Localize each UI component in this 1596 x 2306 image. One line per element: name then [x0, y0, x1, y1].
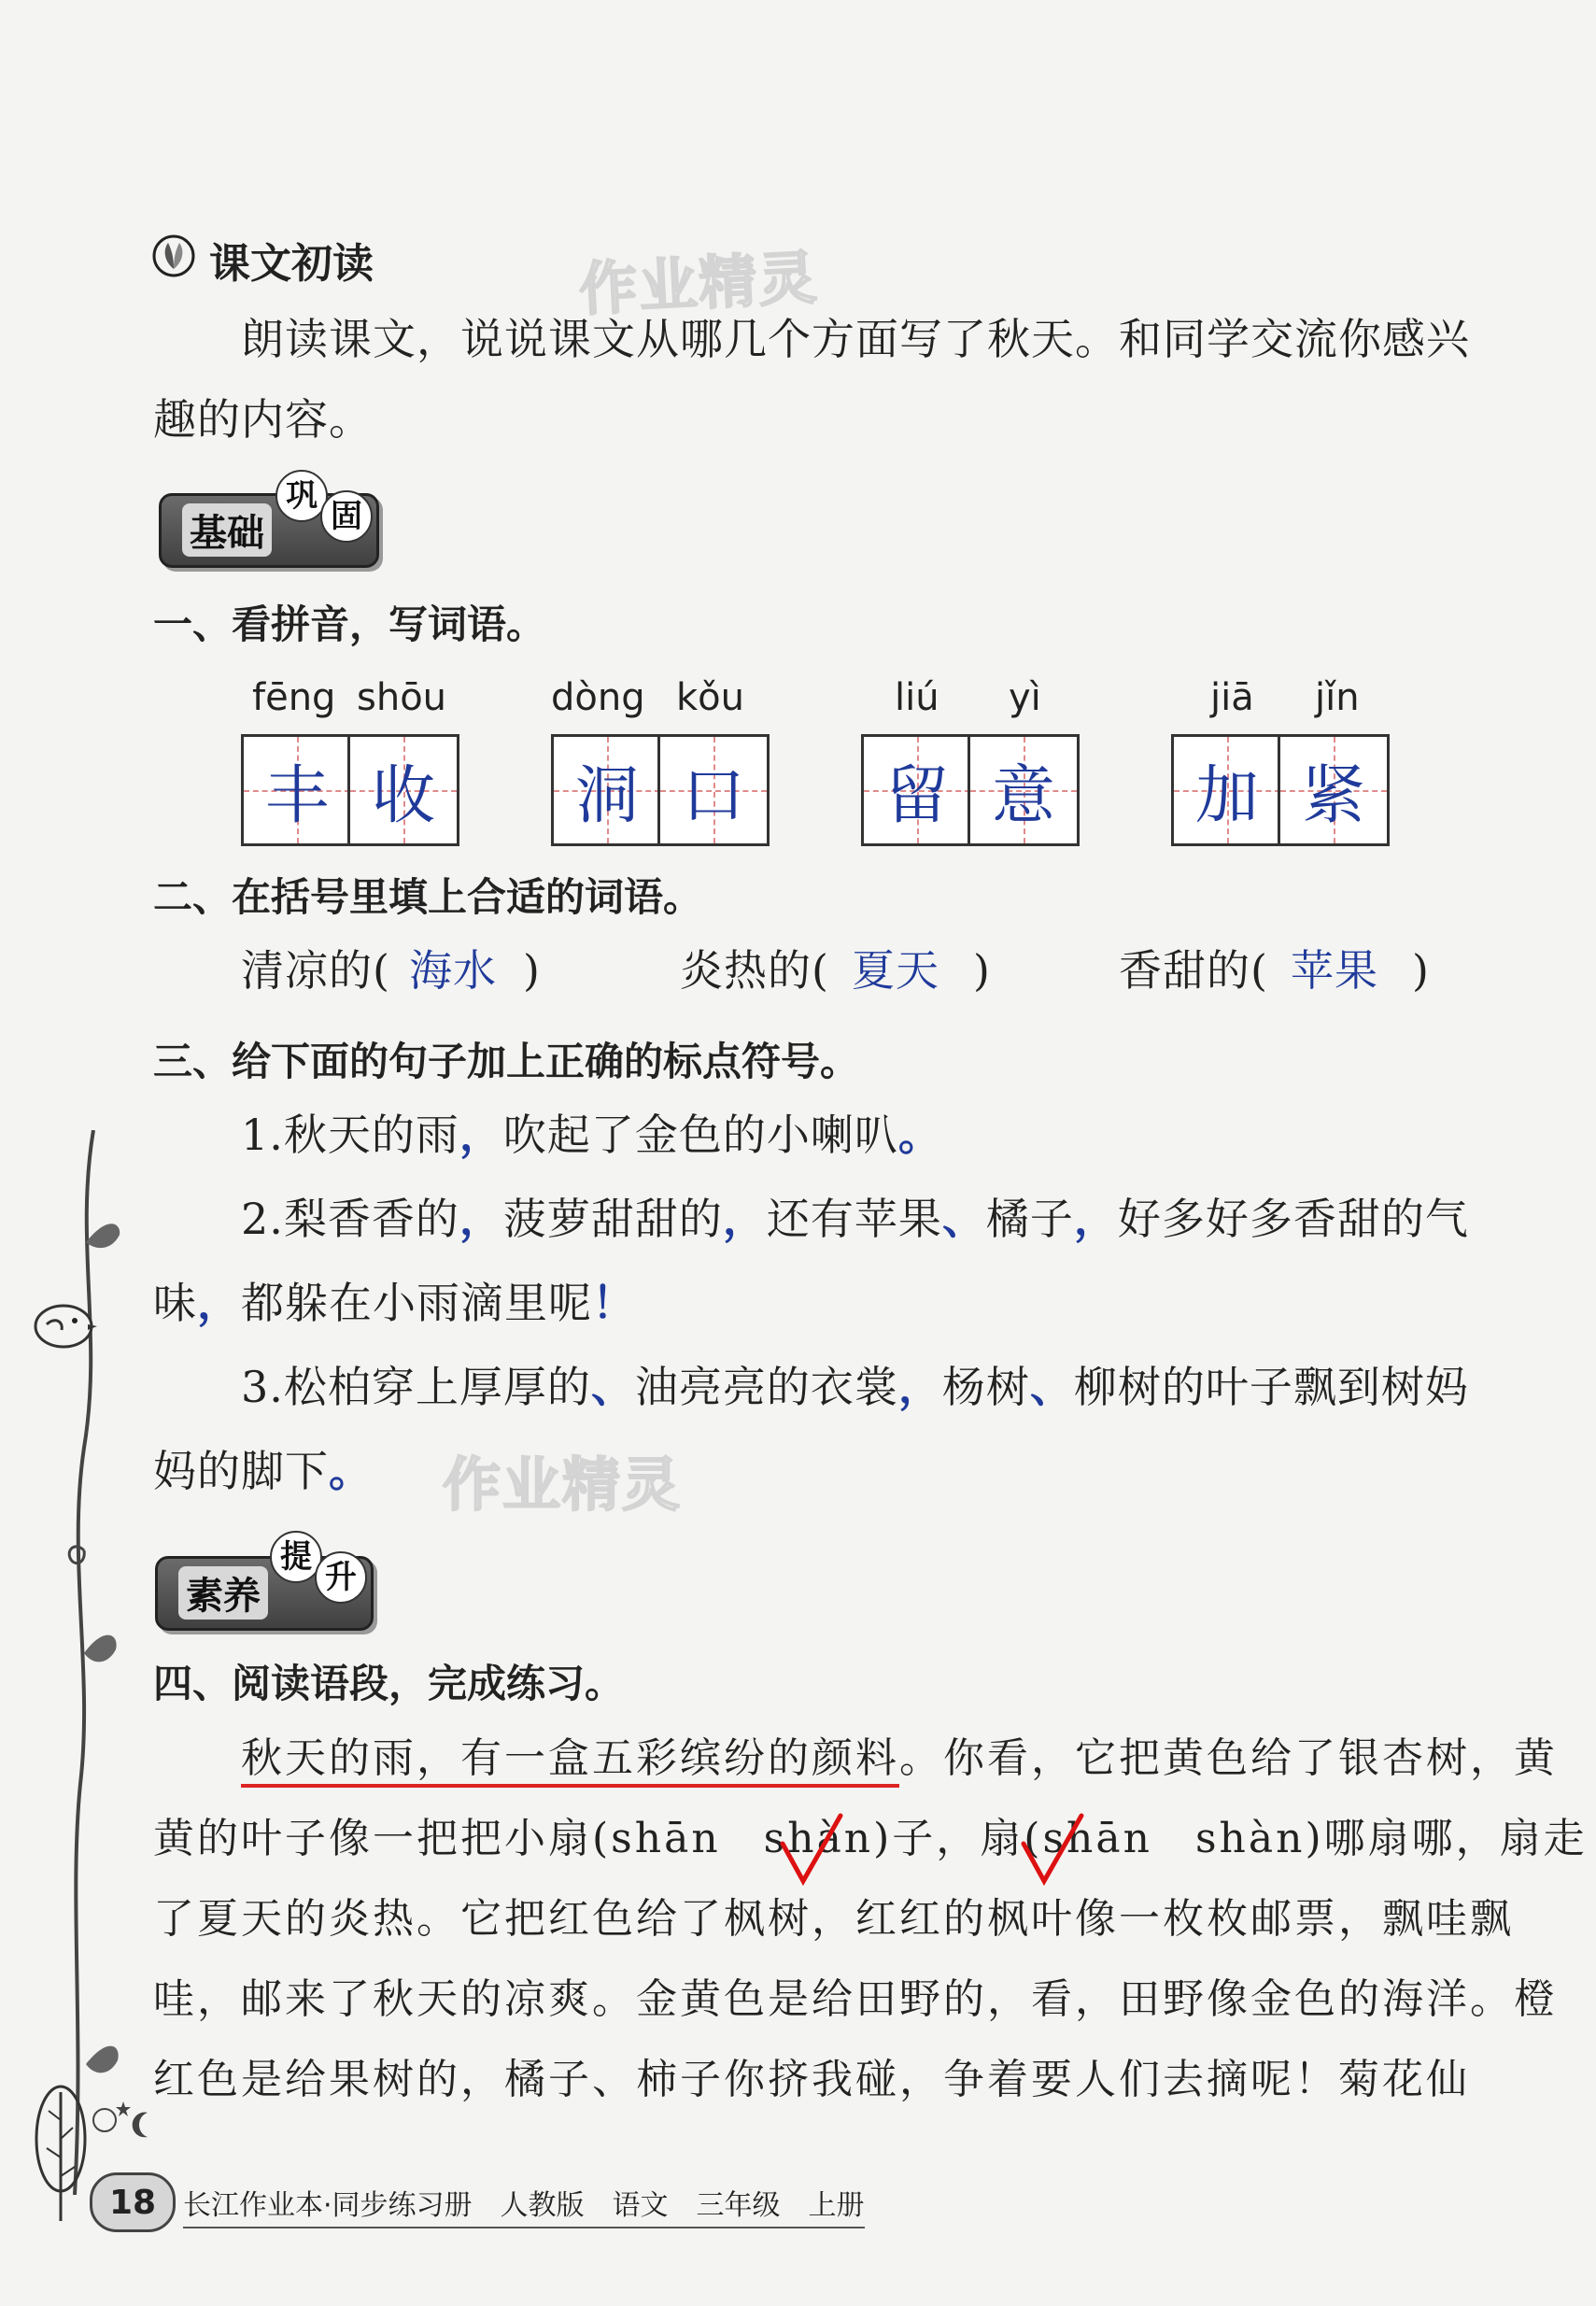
leaf-icon — [151, 233, 196, 278]
q3-sentence-2-line1 — [241, 1179, 1469, 1260]
q1-pinyin-2b: kǒu — [676, 676, 744, 719]
q3-s1-p2: 。 — [897, 1110, 942, 1160]
bird-icon — [26, 1289, 101, 1364]
q3-s2-f: 味 — [153, 1278, 197, 1328]
q1-box-3b: 意 — [967, 734, 1080, 846]
q3-s1-p1: ， — [459, 1110, 503, 1160]
q4-title: 四、阅读语段，完成练习。 — [153, 1661, 625, 1706]
sun-moon-decoration-icon — [80, 2092, 164, 2148]
q2-item-1-answer: 海水 — [408, 945, 497, 996]
q3-s1-b: 吹起了金色的小喇叭 — [502, 1110, 898, 1160]
page-number-badge — [90, 2172, 176, 2232]
q4-line1-rest: 。你看，它把黄色给了银杏树，黄 — [899, 1734, 1558, 1782]
q1-pinyin-4a: jiā — [1210, 676, 1254, 719]
badge2-sub1: 提 — [270, 1531, 322, 1583]
q1-box-4a: 加 — [1171, 734, 1283, 846]
badge1-sub1: 巩 — [275, 470, 328, 522]
badge-basic-consolidation — [159, 477, 379, 568]
section1-line2: 趣的内容。 — [153, 394, 373, 445]
q2-item-3-suffix: ) — [1411, 945, 1430, 996]
watermark-top: 作业精灵 — [577, 243, 821, 324]
q3-s3-p4: 。 — [329, 1446, 373, 1496]
badge1-sub2: 固 — [320, 490, 373, 543]
q2-item-2-suffix: ) — [972, 945, 991, 996]
q3-s3-b: 油亮亮的衣裳 — [634, 1362, 898, 1412]
q1-pinyin-2a: dòng — [551, 676, 645, 719]
q1-box-2b: 口 — [657, 734, 770, 846]
q1-pinyin-3a: liú — [895, 676, 939, 719]
section-title-first-reading: 课文初读 — [209, 240, 374, 288]
q3-sentence-2-line2 — [153, 1263, 636, 1344]
q3-s3-c: 杨树 — [941, 1362, 1030, 1412]
q3-s2-c: 还有苹果 — [766, 1194, 942, 1244]
q2-item-2 — [680, 930, 991, 1012]
q2-item-2-prefix: 炎热的( — [680, 945, 829, 996]
q2-title: 二、在括号里填上合适的词语。 — [153, 874, 703, 920]
q3-s2-p2: ， — [722, 1194, 767, 1244]
q1-box-1b: 收 — [347, 734, 459, 846]
q4-line1 — [241, 1719, 1558, 1799]
q4-line2-a: 黄的叶子像一把把小扇(shān — [153, 1815, 721, 1862]
footer-book-info: 长江作业本·同步练习册 人教版 语文 三年级 上册 — [183, 2182, 865, 2228]
q3-s2-p4: ， — [1073, 1194, 1118, 1244]
q3-s3-e: 妈的脚下 — [153, 1446, 329, 1496]
q2-item-1 — [241, 930, 541, 1012]
q3-s3-a: 3.松柏穿上厚厚的 — [241, 1362, 591, 1412]
q1-box-2a: 洞 — [551, 734, 663, 846]
q3-s2-b: 菠萝甜甜的 — [502, 1194, 723, 1244]
q3-sentence-3-line2 — [153, 1431, 373, 1512]
q3-s3-p1: 、 — [590, 1362, 635, 1412]
q1-pinyin-1b: shōu — [357, 676, 447, 719]
badge2-main: 素养 — [178, 1566, 268, 1620]
q1-box-1a: 丰 — [241, 734, 353, 846]
q2-item-3 — [1119, 930, 1430, 1012]
q4-line4: 哇，邮来了秋天的凉爽。金黄色是给田野的，看，田野像金色的海洋。橙 — [153, 1975, 1558, 2023]
page-number: 18 — [108, 2183, 157, 2222]
badge1-main: 基础 — [182, 503, 272, 557]
q1-box-4b: 紧 — [1278, 734, 1390, 846]
q2-item-3-answer: 苹果 — [1290, 945, 1378, 996]
q3-s2-p6: ！ — [592, 1278, 636, 1328]
q4-underlined-sentence: 秋天的雨，有一盒五彩缤纷的颜料 — [241, 1734, 899, 1788]
q3-title: 三、给下面的句子加上正确的标点符号。 — [153, 1039, 860, 1084]
q3-s2-p5: ， — [197, 1278, 241, 1328]
q1-pinyin-1a: fēng — [252, 676, 336, 719]
badge-literacy-improvement — [155, 1538, 374, 1631]
q1-pinyin-3b: yì — [1009, 676, 1041, 719]
q2-item-2-answer: 夏天 — [851, 945, 939, 996]
q3-s3-p3: 、 — [1029, 1362, 1074, 1412]
q1-pinyin-4b: jǐn — [1315, 676, 1360, 719]
q3-s2-d: 橘子 — [985, 1194, 1074, 1244]
q3-s1-a: 1.秋天的雨 — [241, 1110, 459, 1160]
badge2-sub2: 升 — [315, 1551, 367, 1604]
q1-title: 一、看拼音，写词语。 — [153, 601, 546, 647]
q4-line3: 了夏天的炎热。它把红色给了枫树，红红的枫叶像一枚枚邮票，飘哇飘 — [153, 1895, 1514, 1943]
section1-line1: 朗读课文，说说课文从哪几个方面写了秋天。和同学交流你感兴 — [241, 314, 1470, 364]
q4-line2 — [153, 1799, 1588, 1879]
q2-item-1-prefix: 清凉的( — [241, 945, 390, 996]
q3-s2-a: 2.梨香香的 — [241, 1194, 459, 1244]
q2-item-1-suffix: ) — [522, 945, 541, 996]
q3-s3-d: 柳树的叶子飘到树妈 — [1073, 1362, 1469, 1412]
q3-sentence-3-line1 — [241, 1347, 1469, 1428]
q4-line2-b: shàn)子，扇(shān — [763, 1815, 1152, 1862]
watermark-middle: 作业精灵 — [443, 1450, 683, 1519]
q3-s2-e: 好多好多香甜的气 — [1117, 1194, 1469, 1244]
q3-s3-p2: ， — [897, 1362, 942, 1412]
q3-sentence-1 — [241, 1095, 942, 1176]
q3-s2-p3: 、 — [941, 1194, 986, 1244]
q1-box-3a: 留 — [861, 734, 973, 846]
q3-s2-p1: ， — [459, 1194, 503, 1244]
q2-item-3-prefix: 香甜的( — [1119, 945, 1268, 996]
q4-line2-c: shàn)哪扇哪，扇走 — [1194, 1815, 1588, 1862]
q4-line5: 红色是给果树的，橘子、柿子你挤我碰，争着要人们去摘呢！菊花仙 — [153, 2056, 1470, 2103]
q3-s2-g: 都躲在小雨滴里呢 — [241, 1278, 592, 1328]
